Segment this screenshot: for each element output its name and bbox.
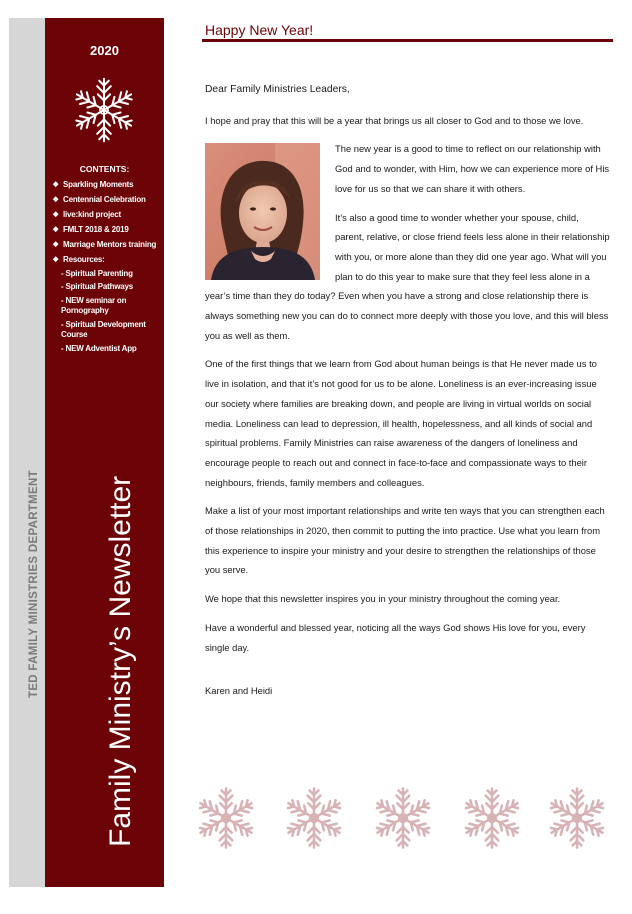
toc-item[interactable]: ◆ live:kind project <box>53 210 121 219</box>
paragraph: One of the first things that we learn from God about human beings is that He never made us to live in isolation, and that it’s not good for us to be alone. Loneliness is an ever-increasing issue our society where families are breaking down, and people are living in virtual worlds on social media. Loneliness can lead to depression, ill health, hopelessness, and all kinds of social and spiritual problems. Family Ministries can raise awareness of the dangers of loneliness and encourage people to reach out and connect in face-to-face and compassionate ways to their neighbours, friends, family members and colleagues. <box>205 358 597 488</box>
contents-heading: CONTENTS: <box>79 164 130 174</box>
paragraph: Have a wonderful and blessed year, noticing all the ways God shows His love for you, every single day. <box>205 621 586 653</box>
snowflake-icon <box>371 786 435 850</box>
resource-item[interactable]: - NEW seminar on Pornography <box>61 295 127 315</box>
table-of-contents <box>53 180 163 359</box>
newsletter-title: Family Ministry’s Newsletter <box>104 475 137 847</box>
toc-item[interactable]: ◆ Sparkling Moments <box>53 180 134 189</box>
snowflake-icon <box>70 76 138 144</box>
diamond-bullet-icon: ◆ <box>53 211 59 218</box>
diamond-bullet-icon: ◆ <box>53 226 59 233</box>
resource-item[interactable]: - NEW Adventist App <box>61 343 137 353</box>
diamond-bullet-icon: ◆ <box>53 241 59 248</box>
portrait-image <box>205 143 320 280</box>
page-title: Happy New Year! <box>205 22 314 38</box>
toc-item[interactable]: ◆ Marriage Mentors training <box>53 240 157 249</box>
resource-item[interactable]: - Spiritual Pathways <box>61 282 134 291</box>
title-rule <box>202 39 613 42</box>
paragraph: The new year is a good to time to reflect on our relationship with God and to wonder, with Him, how we can experience more of His love for us so that we can share it with others. <box>335 143 610 194</box>
paragraph: We hope that this newsletter inspires you in your ministry throughout the coming year. <box>205 593 561 605</box>
diamond-bullet-icon: ◆ <box>53 256 59 263</box>
signature: Karen and Heidi <box>205 685 273 697</box>
snowflake-icon <box>194 786 258 850</box>
paragraph: I hope and pray that this will be a year that brings us all closer to God and to those we love. <box>205 114 584 126</box>
sidebar-year: 2020 <box>90 43 119 58</box>
resource-item[interactable]: - Spiritual Parenting <box>61 268 133 278</box>
letter-body <box>205 80 610 710</box>
snowflake-decoration-row <box>0 786 632 856</box>
resources-list <box>61 269 163 355</box>
author-photo <box>205 143 320 280</box>
diamond-bullet-icon: ◆ <box>53 196 59 203</box>
diamond-bullet-icon: ◆ <box>53 181 59 188</box>
grey-side-strip <box>9 18 45 887</box>
paragraph: It’s also a good time to wonder whether your spouse, child, parent, relative, or close friend feels less alone in their relationship with you, or more alone than they did one year ago. What will you plan to do this year to make sure that they feel less alone in a year’s time than they do today? Even when you have a strong and close relationship there is always something new you can do to connect more deeply with those you love, and this will bless you as well as them. <box>205 211 610 341</box>
toc-item[interactable]: ◆ Centennial Celebration <box>53 195 146 204</box>
toc-item-resources[interactable]: ◆ Resources: - Spiritual Parenting - Spiritual Pathways - NEW seminar on Pornography - Spiritual Development Course - NEW Adventist App <box>53 255 163 354</box>
paragraph: Make a list of your most important relationships and write ten ways that you can strengthen each of those relationships in 2020, then commit to putting the into practice. Use what you learn from this experience to inspire your ministry and your desire to strengthen the relationships of those you serve. <box>205 505 605 576</box>
department-label: TED FAMILY MINISTRIES DEPARTMENT <box>28 470 40 698</box>
salutation: Dear Family Ministries Leaders, <box>205 84 350 95</box>
toc-item[interactable]: ◆ FMLT 2018 & 2019 <box>53 225 129 234</box>
snowflake-icon <box>545 786 609 850</box>
resource-item[interactable]: - Spiritual Development Course <box>61 319 146 339</box>
snowflake-icon <box>460 786 524 850</box>
snowflake-icon <box>282 786 346 850</box>
